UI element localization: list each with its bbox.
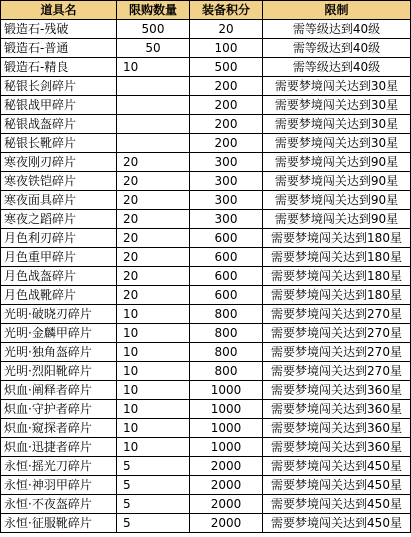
cell-restriction: 需要梦境闯关达到90星 (263, 153, 411, 172)
cell-limit-qty: 10 (117, 362, 190, 381)
table-row (1, 343, 411, 362)
table-row (1, 172, 411, 191)
cell-restriction: 需要梦境闯关达到30星 (263, 96, 411, 115)
cell-equip-points: 1000 (190, 400, 263, 419)
cell-item-name: 月色重甲碎片 (1, 248, 117, 267)
header-limit-qty: 限购数量 (117, 1, 190, 20)
cell-restriction: 需要梦境闯关达到90星 (263, 191, 411, 210)
cell-limit-qty: 5 (117, 514, 190, 533)
cell-limit-qty: 10 (117, 58, 190, 77)
cell-limit-qty (117, 134, 190, 153)
cell-limit-qty (117, 96, 190, 115)
cell-limit-qty: 5 (117, 476, 190, 495)
cell-equip-points: 1000 (190, 419, 263, 438)
cell-restriction: 需等级达到40级 (263, 58, 411, 77)
table-row (1, 267, 411, 286)
cell-item-name: 寒夜铁铠碎片 (1, 172, 117, 191)
cell-restriction: 需要梦境闯关达到180星 (263, 229, 411, 248)
cell-equip-points: 800 (190, 343, 263, 362)
cell-item-name: 月色利刃碎片 (1, 229, 117, 248)
cell-item-name: 秘银长剑碎片 (1, 77, 117, 96)
cell-restriction: 需要梦境闯关达到360星 (263, 438, 411, 457)
cell-equip-points: 600 (190, 267, 263, 286)
table-row (1, 20, 411, 39)
cell-restriction: 需等级达到40级 (263, 20, 411, 39)
header-item-name: 道具名 (1, 1, 117, 20)
table-row (1, 77, 411, 96)
cell-limit-qty: 10 (117, 381, 190, 400)
cell-equip-points: 300 (190, 172, 263, 191)
cell-restriction: 需要梦境闯关达到270星 (263, 305, 411, 324)
table-header-row (1, 1, 411, 20)
table-row (1, 210, 411, 229)
cell-limit-qty: 20 (117, 191, 190, 210)
cell-item-name: 永恒·神羽甲碎片 (1, 476, 117, 495)
cell-equip-points: 300 (190, 153, 263, 172)
cell-limit-qty: 20 (117, 172, 190, 191)
cell-item-name: 永恒·不夜盔碎片 (1, 495, 117, 514)
table-row (1, 286, 411, 305)
table-row (1, 514, 411, 533)
cell-equip-points: 1000 (190, 438, 263, 457)
cell-equip-points: 200 (190, 77, 263, 96)
cell-item-name: 炽血·迅捷者碎片 (1, 438, 117, 457)
cell-restriction: 需要梦境闯关达到450星 (263, 457, 411, 476)
cell-equip-points: 600 (190, 286, 263, 305)
cell-item-name: 炽血·阐释者碎片 (1, 381, 117, 400)
table-row (1, 153, 411, 172)
cell-item-name: 光明·烈阳靴碎片 (1, 362, 117, 381)
header-equip-points: 装备积分 (190, 1, 263, 20)
cell-item-name: 炽血·窥探者碎片 (1, 419, 117, 438)
cell-limit-qty: 10 (117, 305, 190, 324)
cell-limit-qty: 20 (117, 153, 190, 172)
table-row (1, 115, 411, 134)
table-row (1, 39, 411, 58)
cell-item-name: 寒夜之蹈碎片 (1, 210, 117, 229)
cell-limit-qty: 50 (117, 39, 190, 58)
cell-restriction: 需要梦境闯关达到180星 (263, 286, 411, 305)
table-body (1, 20, 411, 533)
cell-restriction: 需要梦境闯关达到30星 (263, 77, 411, 96)
cell-limit-qty: 20 (117, 210, 190, 229)
table-row (1, 457, 411, 476)
table-row (1, 438, 411, 457)
cell-item-name: 光明·金麟甲碎片 (1, 324, 117, 343)
cell-item-name: 秘银战甲碎片 (1, 96, 117, 115)
cell-item-name: 锻造石-残破 (1, 20, 117, 39)
cell-restriction: 需要梦境闯关达到450星 (263, 495, 411, 514)
cell-item-name: 寒夜面具碎片 (1, 191, 117, 210)
cell-equip-points: 800 (190, 305, 263, 324)
table-row (1, 248, 411, 267)
table-row (1, 96, 411, 115)
table-row (1, 134, 411, 153)
cell-limit-qty: 20 (117, 248, 190, 267)
cell-equip-points: 200 (190, 96, 263, 115)
cell-equip-points: 500 (190, 58, 263, 77)
table-row (1, 229, 411, 248)
cell-restriction: 需要梦境闯关达到450星 (263, 476, 411, 495)
cell-item-name: 月色战盔碎片 (1, 267, 117, 286)
cell-restriction: 需要梦境闯关达到270星 (263, 362, 411, 381)
header-restriction: 限制 (263, 1, 411, 20)
cell-equip-points: 100 (190, 39, 263, 58)
cell-limit-qty: 10 (117, 324, 190, 343)
cell-equip-points: 800 (190, 362, 263, 381)
cell-item-name: 炽血·守护者碎片 (1, 400, 117, 419)
cell-limit-qty: 20 (117, 267, 190, 286)
cell-restriction: 需要梦境闯关达到360星 (263, 400, 411, 419)
cell-item-name: 秘银战盔碎片 (1, 115, 117, 134)
cell-item-name: 寒夜刚刃碎片 (1, 153, 117, 172)
cell-restriction: 需要梦境闯关达到30星 (263, 134, 411, 153)
table-row (1, 495, 411, 514)
cell-equip-points: 2000 (190, 476, 263, 495)
cell-item-name: 光明·破晓刃碎片 (1, 305, 117, 324)
cell-item-name: 月色战靴碎片 (1, 286, 117, 305)
cell-restriction: 需等级达到40级 (263, 39, 411, 58)
cell-restriction: 需要梦境闯关达到450星 (263, 514, 411, 533)
cell-equip-points: 2000 (190, 514, 263, 533)
cell-restriction: 需要梦境闯关达到30星 (263, 115, 411, 134)
cell-equip-points: 300 (190, 210, 263, 229)
cell-equip-points: 300 (190, 191, 263, 210)
cell-limit-qty: 5 (117, 457, 190, 476)
cell-restriction: 需要梦境闯关达到180星 (263, 267, 411, 286)
cell-equip-points: 800 (190, 324, 263, 343)
table-row (1, 381, 411, 400)
cell-restriction: 需要梦境闯关达到180星 (263, 248, 411, 267)
cell-limit-qty: 20 (117, 286, 190, 305)
cell-item-name: 永恒·摇光刀碎片 (1, 457, 117, 476)
cell-item-name: 光明·独角盔碎片 (1, 343, 117, 362)
cell-equip-points: 200 (190, 115, 263, 134)
cell-equip-points: 600 (190, 229, 263, 248)
cell-item-name: 锻造石-精良 (1, 58, 117, 77)
table-row (1, 362, 411, 381)
cell-restriction: 需要梦境闯关达到270星 (263, 324, 411, 343)
cell-item-name: 锻造石-普通 (1, 39, 117, 58)
cell-restriction: 需要梦境闯关达到270星 (263, 343, 411, 362)
cell-limit-qty: 10 (117, 438, 190, 457)
cell-item-name: 秘银长靴碎片 (1, 134, 117, 153)
cell-limit-qty: 10 (117, 419, 190, 438)
cell-limit-qty: 5 (117, 495, 190, 514)
cell-restriction: 需要梦境闯关达到90星 (263, 172, 411, 191)
cell-equip-points: 200 (190, 134, 263, 153)
table-row (1, 324, 411, 343)
cell-limit-qty: 20 (117, 229, 190, 248)
table-row (1, 400, 411, 419)
cell-limit-qty: 10 (117, 343, 190, 362)
cell-limit-qty: 500 (117, 20, 190, 39)
cell-restriction: 需要梦境闯关达到90星 (263, 210, 411, 229)
cell-limit-qty: 10 (117, 400, 190, 419)
table-row (1, 191, 411, 210)
cell-item-name: 永恒·征服靴碎片 (1, 514, 117, 533)
cell-equip-points: 2000 (190, 457, 263, 476)
cell-equip-points: 600 (190, 248, 263, 267)
table-row (1, 419, 411, 438)
table-row (1, 58, 411, 77)
cell-limit-qty (117, 115, 190, 134)
cell-equip-points: 2000 (190, 495, 263, 514)
cell-restriction: 需要梦境闯关达到360星 (263, 381, 411, 400)
cell-limit-qty (117, 77, 190, 96)
cell-equip-points: 20 (190, 20, 263, 39)
table-row (1, 305, 411, 324)
cell-equip-points: 1000 (190, 381, 263, 400)
table-row (1, 476, 411, 495)
cell-restriction: 需要梦境闯关达到360星 (263, 419, 411, 438)
